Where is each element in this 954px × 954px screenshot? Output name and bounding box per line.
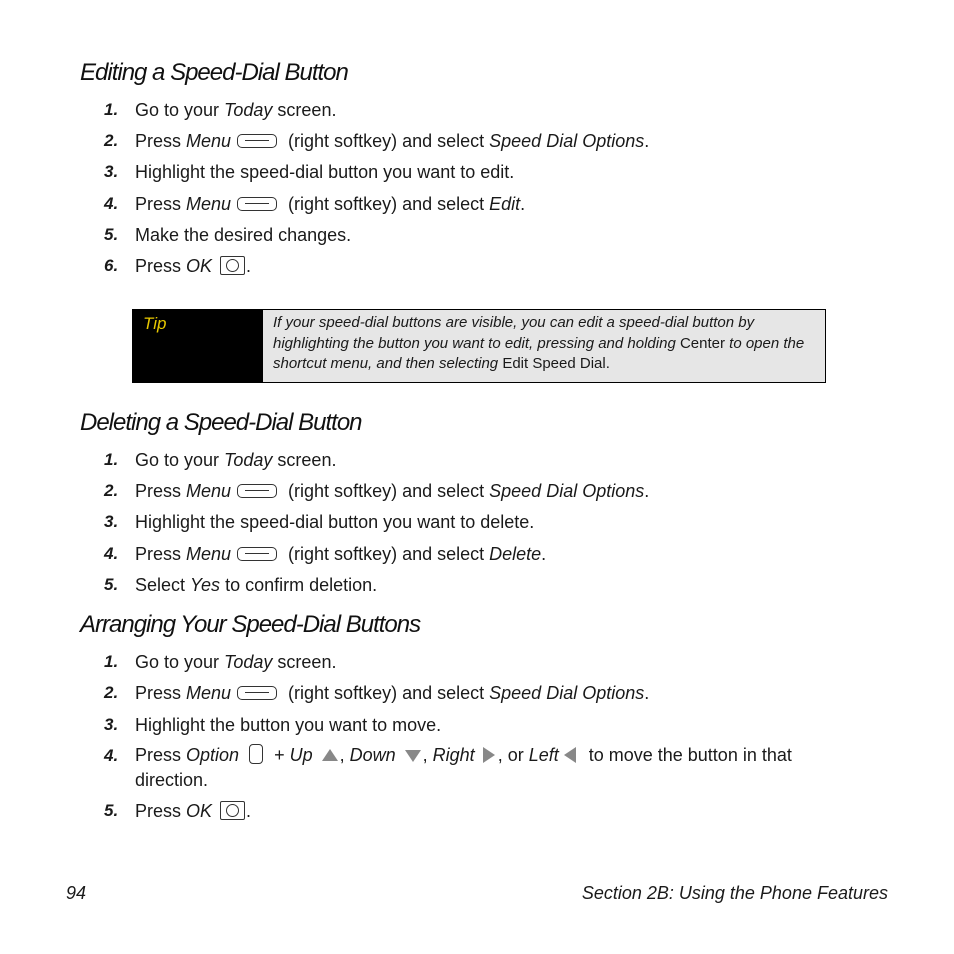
step-number: 2. (104, 683, 119, 702)
option-key-icon (249, 744, 263, 764)
left-arrow-icon (564, 747, 576, 763)
step-text: Press (135, 801, 187, 821)
step-number: 4. (104, 544, 119, 563)
step-text: . (644, 131, 650, 151)
step-text: Highlight the speed-dial button you want to delete. (135, 512, 535, 532)
step-number: 5. (104, 801, 119, 820)
step-number: 5. (104, 225, 119, 244)
step-number: 3. (104, 715, 119, 734)
step-text: (right softkey) and select (283, 194, 490, 214)
step-text: Highlight the speed-dial button you want to edit. (135, 162, 515, 182)
step-text: . (520, 194, 526, 214)
step-number: 2. (104, 131, 119, 150)
step-number: 3. (104, 512, 119, 531)
right-arrow-icon (483, 747, 495, 763)
step-em: Edit (489, 194, 521, 214)
step-em: Down (349, 745, 396, 765)
step-em: Yes (190, 575, 221, 595)
down-arrow-icon (405, 750, 421, 762)
step-em: Delete (489, 544, 542, 564)
step-em: Menu (186, 481, 232, 501)
step-text: . (541, 544, 547, 564)
step-em: Today (224, 450, 273, 470)
step-text: + (269, 745, 290, 765)
step-text: (right softkey) and select (283, 683, 490, 703)
up-arrow-icon (322, 749, 338, 761)
step-em: Menu (186, 131, 232, 151)
step-em: OK (186, 256, 213, 276)
step-number: 3. (104, 162, 119, 181)
step-em: Up (289, 745, 313, 765)
step-em: Menu (186, 544, 232, 564)
step-em: Option (186, 745, 240, 765)
step-text: to confirm deletion. (220, 575, 378, 595)
tip-menu-name: Edit Speed Dial. (502, 355, 610, 372)
tip-text: to open the shortcut menu, and then selecting (273, 334, 805, 372)
step-text: screen. (272, 450, 337, 470)
step-text: Press (135, 194, 187, 214)
step-em: Today (224, 652, 273, 672)
step-number: 1. (104, 652, 119, 671)
step-text: (right softkey) and select (283, 481, 490, 501)
step-em: Menu (186, 194, 232, 214)
menu-softkey-icon (237, 134, 277, 148)
step-text: Press (135, 131, 187, 151)
step-text: Press (135, 745, 187, 765)
step-em: Today (224, 100, 273, 120)
step-text: Go to your (135, 450, 225, 470)
step-em: Right (432, 745, 475, 765)
step-text: . (246, 801, 252, 821)
step-text: Go to your (135, 652, 225, 672)
step-text: , (422, 745, 433, 765)
step-em: Speed Dial Options (489, 481, 645, 501)
step-number: 1. (104, 100, 119, 119)
step-text: (right softkey) and select (283, 131, 490, 151)
tip-key-name: Center (679, 334, 725, 352)
tip-label: Tip (133, 310, 263, 382)
step-number: 1. (104, 450, 119, 469)
step-number: 6. (104, 256, 119, 275)
step-text: Make the desired changes. (135, 225, 352, 245)
step-number: 5. (104, 575, 119, 594)
tip-body (263, 310, 825, 382)
menu-softkey-icon (237, 197, 277, 211)
step-text: Highlight the button you want to move. (135, 715, 442, 735)
step-text: . (246, 256, 252, 276)
step-text: . (644, 683, 650, 703)
step-text: (right softkey) and select (283, 544, 490, 564)
step-em: OK (186, 801, 213, 821)
step-text: screen. (272, 100, 337, 120)
step-text: Press (135, 256, 187, 276)
step-number: 4. (104, 194, 119, 213)
menu-softkey-icon (237, 547, 277, 561)
ok-key-icon (220, 801, 245, 820)
heading-arranging: Arranging Your Speed-Dial Buttons (80, 611, 421, 638)
page-number: 94 (66, 883, 87, 903)
heading-editing: Editing a Speed-Dial Button (80, 59, 348, 86)
step-text: screen. (272, 652, 337, 672)
menu-softkey-icon (237, 686, 277, 700)
ok-key-icon (220, 256, 245, 275)
tip-box (132, 309, 826, 383)
tip-text: If your speed-dial buttons are visible, you can edit a speed-dial button by highlighting the button you want to edit, pressing and holding (273, 314, 755, 352)
step-text: Select (135, 575, 191, 595)
step-text: Press (135, 481, 187, 501)
step-em: Speed Dial Options (489, 131, 645, 151)
step-em: Menu (186, 683, 232, 703)
step-text: Go to your (135, 100, 225, 120)
step-text: to move the button in that direction. (135, 745, 792, 790)
step-em: Speed Dial Options (489, 683, 645, 703)
step-em: Left (528, 745, 559, 765)
step-number: 2. (104, 481, 119, 500)
step-text: , (339, 745, 350, 765)
step-text: . (644, 481, 650, 501)
section-footer: Section 2B: Using the Phone Features (581, 883, 888, 903)
step-text: , or (497, 745, 529, 765)
step-text: Press (135, 683, 187, 703)
heading-deleting: Deleting a Speed-Dial Button (80, 409, 362, 436)
step-text: Press (135, 544, 187, 564)
step-number: 4. (104, 746, 119, 765)
menu-softkey-icon (237, 484, 277, 498)
